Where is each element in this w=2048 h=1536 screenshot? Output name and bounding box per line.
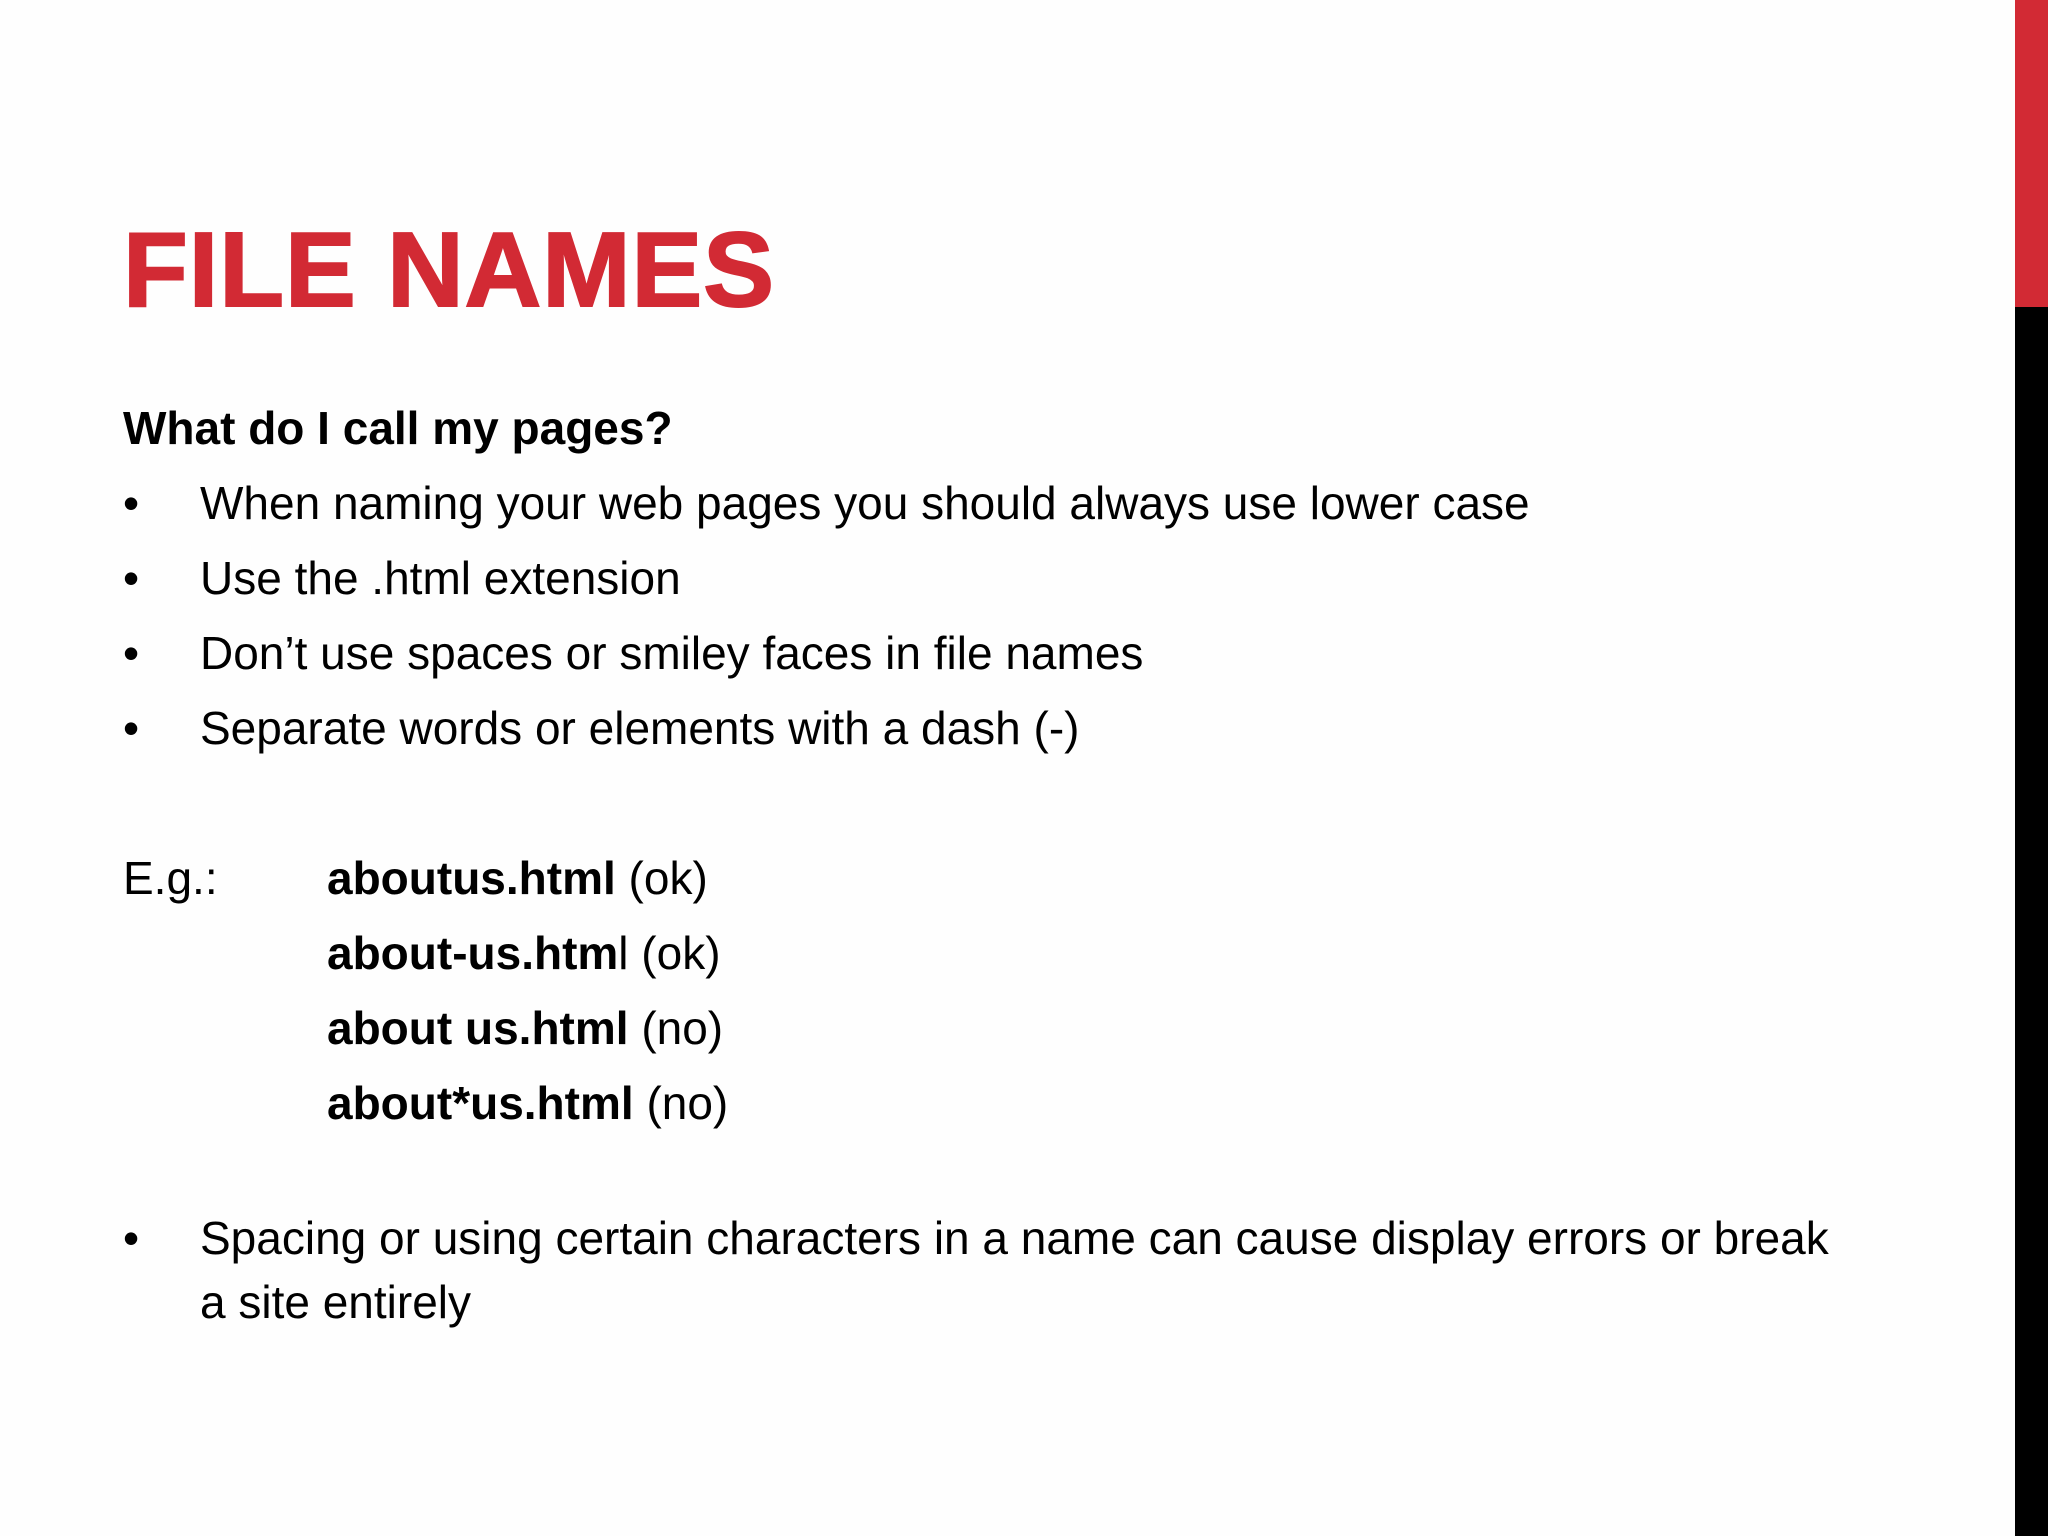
- bullet-icon: •: [123, 552, 140, 604]
- bullet-text: Don’t use spaces or smiley faces in file names: [200, 627, 1144, 679]
- example-verdict: (ok): [615, 852, 708, 904]
- bullet-text: Use the .html extension: [200, 552, 681, 604]
- example-row: [327, 991, 1843, 1066]
- example-list: [123, 841, 1843, 1141]
- example-block: [123, 841, 1843, 1141]
- bullet-icon: •: [123, 477, 140, 529]
- example-row: [327, 841, 1843, 916]
- question-heading: What do I call my pages?: [123, 402, 673, 454]
- bullet-icon: •: [123, 702, 140, 754]
- example-verdict: l (ok): [618, 927, 721, 979]
- example-row: [327, 1066, 1843, 1141]
- example-verdict: (no): [628, 1002, 724, 1054]
- accent-bar-red: [2015, 0, 2048, 307]
- slide-content: [123, 391, 1843, 1334]
- bullet-text: Separate words or elements with a dash (-): [200, 702, 1080, 754]
- bullet-text: When naming your web pages you should always use lower case: [200, 477, 1530, 529]
- example-filename: about us.html: [327, 1002, 629, 1054]
- bullet-icon: •: [123, 1212, 140, 1264]
- list-item: [123, 541, 1843, 616]
- accent-bar-black: [2015, 307, 2048, 1536]
- slide-title: FILE NAMES: [123, 211, 775, 329]
- example-verdict: (no): [633, 1077, 729, 1129]
- example-filename: about-us.htm: [327, 927, 619, 979]
- list-item: [123, 466, 1843, 541]
- example-row: [327, 916, 1843, 991]
- list-item: [123, 616, 1843, 691]
- list-item: [123, 691, 1843, 766]
- bullet-list: [123, 466, 1843, 766]
- list-item: [123, 1206, 1843, 1334]
- example-filename: aboutus.html: [327, 852, 616, 904]
- example-label: E.g.:: [123, 852, 218, 904]
- final-bullet-list: [123, 1206, 1843, 1334]
- bullet-icon: •: [123, 627, 140, 679]
- example-filename: about*us.html: [327, 1077, 634, 1129]
- bullet-text: Spacing or using certain characters in a name can cause display errors or break a site entirely: [200, 1212, 1829, 1328]
